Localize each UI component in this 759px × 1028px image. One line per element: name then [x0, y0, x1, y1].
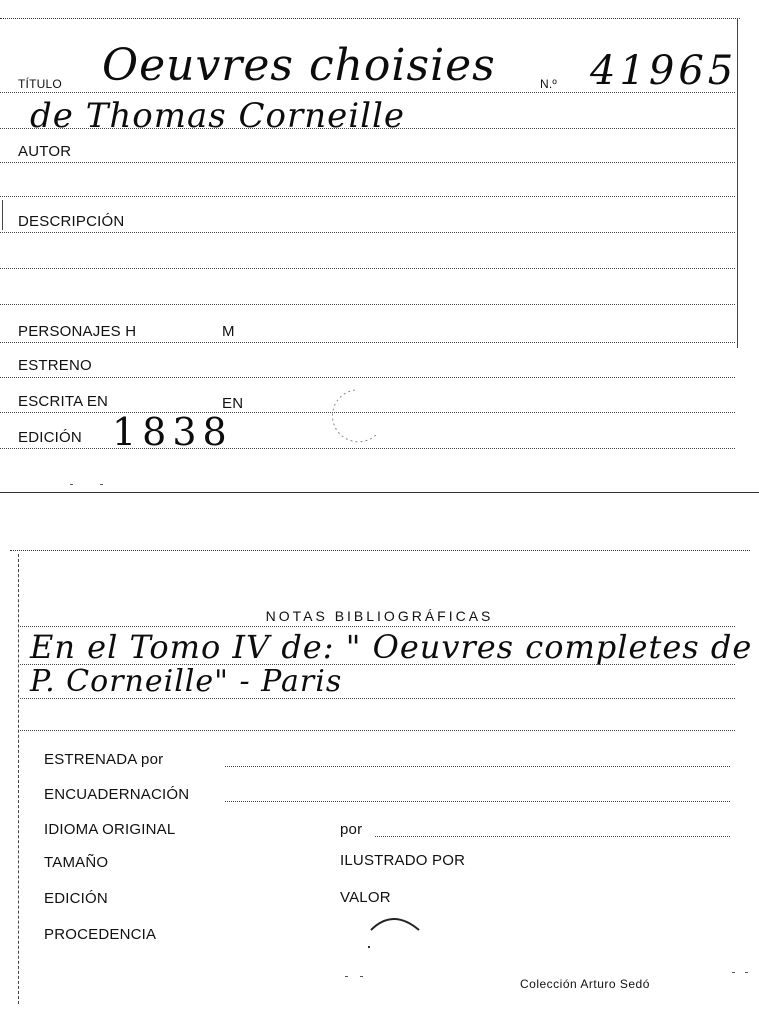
- descripcion-rule: [0, 232, 735, 233]
- speck: [732, 972, 735, 973]
- notas-bibliograficas-title: NOTAS BIBLIOGRÁFICAS: [265, 608, 494, 624]
- notas-handwritten-line2: P. Corneille" - Paris: [30, 664, 343, 699]
- encuadernacion-rule: [225, 801, 730, 802]
- catalog-card-top: [0, 0, 759, 500]
- titulo-rule-2: [0, 128, 735, 129]
- descripcion-label: DESCRIPCIÓN: [18, 213, 125, 230]
- notas-rule-4: [20, 730, 735, 731]
- tamano-label: TAMAÑO: [44, 854, 109, 871]
- speck: [70, 484, 73, 485]
- card-top-border: [0, 18, 740, 19]
- edicion-handwritten: 1838: [112, 410, 233, 454]
- speck: [745, 972, 748, 973]
- edicion-rule: [0, 448, 735, 449]
- autor-label: AUTOR: [18, 143, 72, 160]
- personajes-h-label: PERSONAJES H: [18, 323, 137, 340]
- encuadernacion-label: ENCUADERNACIÓN: [44, 786, 190, 803]
- card-top-bottom-edge: [0, 492, 759, 493]
- edicion-bottom-label: EDICIÓN: [44, 890, 108, 907]
- descripcion-rule-3: [0, 304, 735, 305]
- titulo-handwritten-line1: Oeuvres choisies: [102, 40, 496, 91]
- estrenada-rule: [225, 766, 730, 767]
- por-label: por: [340, 821, 363, 838]
- descripcion-rule-2: [0, 268, 735, 269]
- notas-handwritten-line1: En el Tomo IV de: " Oeuvres completes de: [30, 628, 753, 666]
- escrita-en-2-label: EN: [222, 395, 244, 412]
- faint-stamp-arc: [325, 386, 385, 448]
- idioma-original-label: IDIOMA ORIGINAL: [44, 821, 176, 838]
- faint-stamp-arc: [365, 912, 425, 952]
- idioma-rule: [375, 836, 730, 837]
- personajes-m-label: M: [222, 323, 235, 340]
- titulo-handwritten-line2: de Thomas Corneille: [30, 96, 406, 136]
- autor-rule: [0, 162, 735, 163]
- speck: [345, 976, 348, 977]
- card-left-edge-mark: [2, 200, 3, 230]
- card-bottom-top-border: [10, 550, 750, 551]
- notas-rule-3: [20, 698, 735, 699]
- personajes-rule: [0, 342, 735, 343]
- numero-label: N.º: [540, 77, 557, 91]
- edicion-label: EDICIÓN: [18, 429, 82, 446]
- notas-rule: [20, 626, 735, 627]
- estrenada-por-label: ESTRENADA por: [44, 751, 164, 768]
- estreno-rule: [0, 377, 735, 378]
- coleccion-footer: Colección Arturo Sedó: [520, 977, 650, 991]
- catalog-card-bottom: [0, 540, 759, 1028]
- ilustrado-por-label: ILUSTRADO POR: [340, 852, 466, 869]
- speck: [360, 976, 363, 977]
- escrita-en-label: ESCRITA EN: [18, 393, 109, 410]
- titulo-label: TÍTULO: [18, 77, 62, 91]
- speck: [100, 484, 103, 485]
- numero-handwritten: 41965: [590, 48, 738, 94]
- estreno-label: ESTRENO: [18, 357, 92, 374]
- autor-rule-2: [0, 196, 735, 197]
- valor-label: VALOR: [340, 889, 391, 906]
- titulo-rule: [0, 92, 735, 93]
- procedencia-label: PROCEDENCIA: [44, 926, 157, 943]
